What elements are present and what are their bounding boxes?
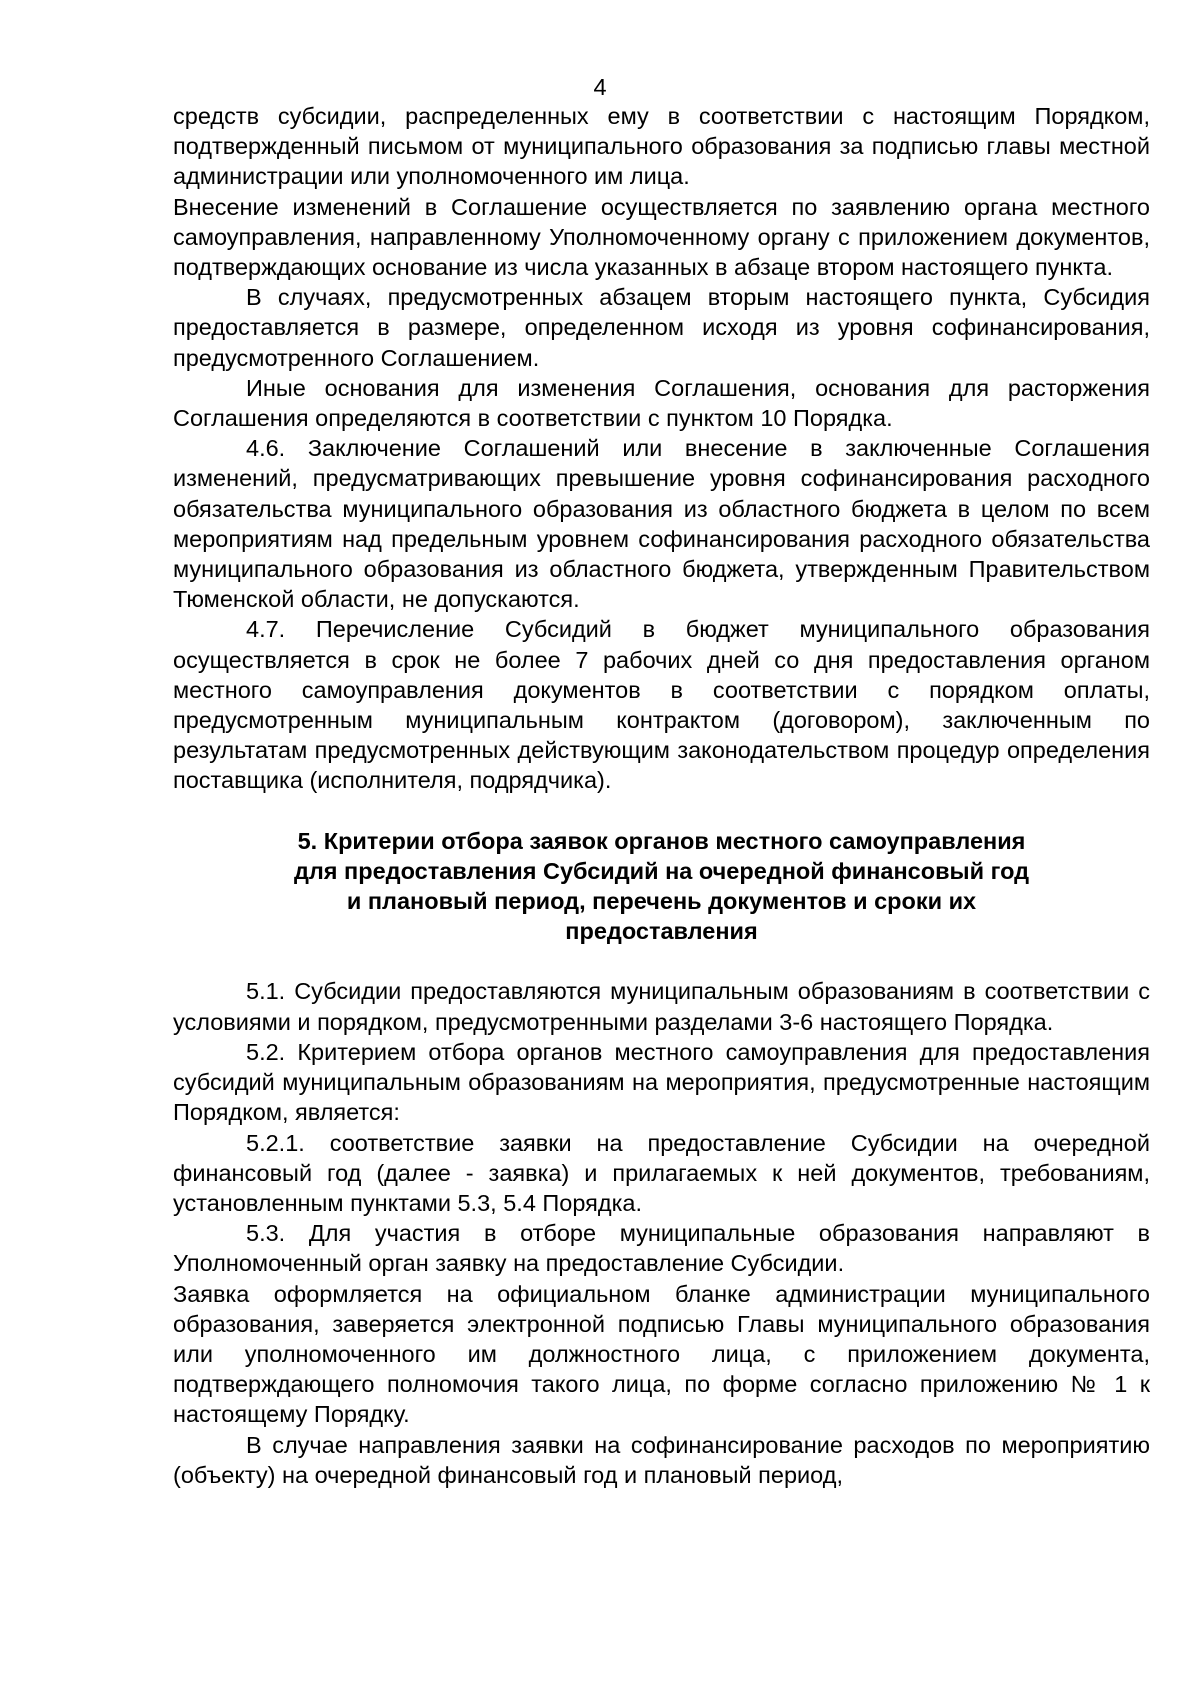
paragraph-5-3: 5.3. Для участия в отборе муниципальные образования направляют в Уполномоченный орган заявку на предоставление Субсидии. xyxy=(173,1220,1150,1277)
section-heading-line: и плановый период, перечень документов и сроки их xyxy=(346,888,977,915)
paragraph-5-2-1: 5.2.1. соответствие заявки на предоставление Субсидии на очередной финансовый год (далее - заявка) и прилагаемых к ней документов, требованиям, установленным пунктами 5.3, 5.4 Порядка. xyxy=(173,1129,1150,1216)
document-body xyxy=(173,101,1150,1490)
paragraph-5-2: 5.2. Критерием отбора органов местного самоуправления для предоставления субсидий муниципальным образованиям на мероприятия, предусмотренные настоящим Порядком, является: xyxy=(173,1038,1150,1126)
paragraph-5-1: 5.1. Субсидии предоставляются муниципальным образованиям в соответствии с условиями и порядком, предусмотренными разделами 3-6 настоящего Порядка. xyxy=(173,978,1150,1035)
section-heading-line: предоставления xyxy=(565,918,758,945)
paragraph-agreement-amendments: Внесение изменений в Соглашение осуществляется по заявлению органа местного самоуправления, направленному Уполномоченному органу с приложением документов, подтверждающих основание из числа указанных в абзаце втором настоящего пункта. xyxy=(173,193,1150,281)
paragraph-continuation-subsidy-funds: средств субсидии, распределенных ему в соответствии с настоящим Порядком, подтвержденный письмом от муниципального образования за подписью главы местной администрации или уполномоченного им лица. xyxy=(173,103,1150,190)
paragraph-application-form: Заявка оформляется на официальном бланке администрации муниципального образования, заверяется электронной подписью Главы муниципального образования или уполномоченного им должностного лица, с приложением документа, подтверждающего полномочия такого лица, по форме согласно приложению № 1 к настоящему Порядку. xyxy=(173,1280,1150,1428)
section-5-paragraphs xyxy=(173,976,1150,1489)
paragraph-cofinancing-application: В случае направления заявки на софинансирование расходов по мероприятию (объекту) на очередной финансовый год и плановый период, xyxy=(173,1431,1150,1488)
paragraphs-before-section-5 xyxy=(173,101,1150,796)
paragraph-4-7: 4.7. Перечисление Субсидий в бюджет муниципального образования осуществляется в срок не более 7 рабочих дней со дня предоставления органом местного самоуправления документов в соответствии с порядком оплаты, предусмотренным муниципальным контрактом (договором), заключенным по результатам предусмотренных действующим законодательством процедур определения поставщика (исполнителя, подрядчика). xyxy=(173,616,1150,794)
section-heading-line: для предоставления Субсидий на очередной финансовый год xyxy=(293,857,1030,884)
paragraph-other-grounds: Иные основания для изменения Соглашения, основания для расторжения Соглашения определяются в соответствии с пунктом 10 Порядка. xyxy=(173,374,1150,432)
paragraph-subsidy-size-cases: В случаях, предусмотренных абзацем вторым настоящего пункта, Субсидия предоставляется в размере, определенном исходя из уровня софинансирования, предусмотренного Соглашением. xyxy=(173,284,1150,371)
section-5-heading xyxy=(173,826,1150,947)
section-heading-line: 5. Критерии отбора заявок органов местного самоуправления xyxy=(297,827,1026,854)
paragraph-4-6: 4.6. Заключение Соглашений или внесение в заключенные Соглашения изменений, предусматривающих превышение уровня софинансирования расходного обязательства муниципального образования из областного бюджета в целом по всем мероприятиям над предельным уровнем софинансирования расходного обязательства муниципального образования из областного бюджета, утвержденным Правительством Тюменской области, не допускаются. xyxy=(173,435,1150,613)
page-number: 4 xyxy=(593,74,607,100)
